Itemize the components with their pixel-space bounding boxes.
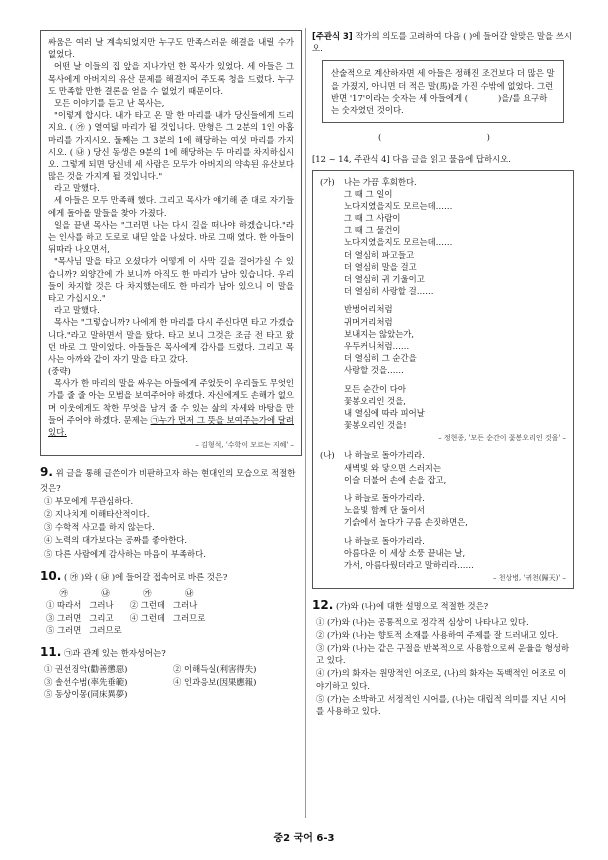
stanza: [344, 449, 566, 486]
poem-line: 노다지였을지도 모르는데……: [344, 237, 453, 248]
option-cell: [130, 624, 173, 636]
question-number: 9.: [40, 465, 53, 480]
option[interactable]: ① (가)와 (나)는 공통적으로 정각적 심상이 나타나고 있다.: [316, 616, 529, 627]
option[interactable]: ② 이해득실(利害得失): [173, 664, 257, 675]
poem-box: [312, 170, 574, 590]
choice-table: [46, 587, 213, 636]
option[interactable]: ② 그런데: [129, 600, 165, 611]
option[interactable]: ③ 수학적 사고를 하지 않는다.: [44, 522, 155, 533]
option[interactable]: ② 지나치게 이해타산적이다.: [44, 509, 150, 520]
poem-line: 나 하늘로 돌아가리라.: [344, 492, 425, 503]
option[interactable]: ④ (가)의 화자는 원망적인 어조로, (나)의 화자는 독백적인 어조로 이야기하고 있다.: [316, 668, 567, 691]
option-cell: 그러나: [173, 600, 198, 611]
passage-text: 목사가 한 마리의 말을 싸우는 아들에게 주었듯이 우리들도 무엇인가를 줄 줄 아는 모범을 보여주어야 하겠다. 자신에게도 손해가 없으며 이웃에게도 착한 무엇을 남겨 줄 수 있는 삶의 자세와 바탕을 만들어 주어야 하겠다. 문제는: [48, 378, 294, 425]
passage-paragraph: 싸움은 여러 날 계속되었지만 누구도 만족스러운 해결을 내릴 수가 없었다.: [48, 37, 294, 60]
option[interactable]: ① 부모에게 무관심하다.: [44, 495, 134, 506]
passage-paragraph: [48, 377, 294, 438]
poem-line: 반벙어리처럼: [344, 304, 393, 315]
passage-credit: – 김형석, '수학이 모르는 지혜' –: [195, 441, 294, 450]
passage-paragraph: "이렇게 합시다. 내가 타고 온 말 한 마리를 내가 당신들에게 드리지요. ( ㉮ ) 열여덟 마리가 될 것입니다. 만형은 그 2분의 1인 아홉 마리를 가지시오. 둘째는 그 3분의 1에 해당하는 여섯 마리를 가지시오. ( ㉯ ) 당신 동생은 9분의 1에 해당하는 두 마리를 차지하십시오. 그렇게 되면 당신네 세 사람은 모두가 아버지의 약속된 유산보다 많은 것을 가지게 될 것입니다.": [48, 110, 294, 182]
option[interactable]: ⑤ 다른 사람에게 감사하는 마음이 부족하다.: [44, 548, 206, 559]
option-grid: [44, 663, 302, 700]
option[interactable]: ⑤ (가)는 소박하고 서정적인 시어를, (나)는 대립적 의미를 지닌 시어를 사용하고 있다.: [316, 693, 567, 716]
passage-paragraph: 목사는 "그렇습니까? 나에게 한 마리를 다시 주신다면 타고 가겠습니다."라고 말하면서 말을 탔다. 타고 보니 그것은 조금 전 타고 왔던 바로 그 말이었다. 아들들은 목사에게 감사를 드렸다. 그리고 목사는 아까와 같이 자기 말을 타고 갔다.: [48, 317, 294, 364]
question-tag: [주관식 3]: [312, 31, 353, 41]
poem-na: [320, 449, 566, 583]
passage-1: [40, 30, 302, 456]
column-header: ㉮: [143, 588, 152, 599]
question-text: ㉠과 관계 있는 한자성어는?: [63, 647, 166, 658]
poem-line: 나는 가끔 후회한다.: [344, 176, 417, 187]
left-column: [40, 30, 302, 700]
poem-line: 아름다운 이 세상 소풍 끝내는 날,: [344, 547, 466, 558]
stanza: [344, 383, 566, 432]
passage-paragraph: 라고 말했다.: [54, 305, 100, 316]
page-footer: 중2 국어 6-3: [273, 833, 335, 844]
poem-line: 귀머거리처럼: [344, 316, 393, 327]
passage-paragraph: "목사님 말을 타고 오셨다가 어떻게 이 사막 길을 걸어가실 수 있습니까? 외양간에 가 보니까 아직도 한 마리가 남아 있습니다. 우리들이 차지할 것은 다 차지했는데도 한 마리가 남아 있으니 이 말을 타고 가십시오.": [48, 256, 294, 303]
option[interactable]: ① 권선징악(勸善懲惡): [44, 664, 128, 675]
option-cell: [173, 624, 213, 636]
option[interactable]: ④ 그런데: [129, 612, 165, 623]
question-text: ( ㉮ )와 ( ㉯ )에 들어갈 접속어로 바른 것은?: [63, 571, 228, 582]
question-12: [312, 597, 574, 717]
question-text: 위 글을 통해 글쓴이가 비판하고자 하는 현대인의 모습으로 적절한 것은?: [40, 468, 296, 493]
stanza: [344, 303, 566, 376]
option[interactable]: ⑤ 그러면: [46, 624, 82, 635]
poem-line: 더 열심히 귀 기울이고: [344, 274, 425, 284]
poem-line: 더 열심히 말을 걸고: [344, 261, 417, 272]
question-9: [40, 464, 302, 560]
question-11: [40, 644, 302, 700]
poem-line: 가서, 아름다웠더라고 말하리라……: [344, 559, 474, 570]
poem-line: 더 열심히 파고들고: [344, 249, 415, 260]
option-cell: 그리고: [89, 612, 114, 623]
option-cell: 그러나: [89, 600, 114, 611]
column-header: ㉮: [59, 588, 68, 599]
poem-ga: [320, 176, 566, 444]
passage-paragraph: 일을 끝낸 목사는 "그러면 나는 다시 길을 떠나야 하겠습니다."라는 인사를 하고 도로로 내딛 앞을 나섰다. 바로 그때 였다. 한 아들이 뒤따라 나오면서,: [48, 219, 294, 255]
poem-line: 나 하늘로 돌아가리라.: [344, 535, 425, 546]
question-box: [322, 60, 564, 123]
poem-line: 노다지였을지도 모르는데……: [344, 200, 453, 211]
question-number: 11.: [40, 644, 62, 659]
poem-line: 이슬 더불어 손에 손을 잡고,: [344, 474, 447, 485]
poem-line: 기슭에서 놀다가 구름 손짓하면은,: [344, 517, 468, 528]
poem-line: 내 열심에 따라 피어날: [344, 407, 425, 418]
poem-line: 그 때 그 물건이: [344, 225, 401, 236]
column-header: ㉯: [185, 588, 194, 599]
passage-paragraph: 세 아들은 모두 만족해 했다. 그리고 목사가 얘기해 준 대로 자기들에게 돌아올 말들을 찾아 가졌다.: [48, 195, 294, 218]
option-cell: 그러므로: [89, 624, 122, 635]
option[interactable]: ② (가)와 (나)는 향토적 소재를 사용하여 주제를 잘 드러내고 있다.: [316, 629, 559, 640]
passage-paragraph: 모든 이야기를 듣고 난 목사는,: [54, 97, 165, 108]
stanza: [344, 176, 566, 298]
right-column: [312, 30, 574, 717]
poem-line: 모든 순간이 다아: [344, 383, 406, 394]
answer-paren-close: ): [486, 132, 490, 143]
poem-line: 새벽빛 와 닿으면 스러지는: [344, 462, 441, 473]
option[interactable]: ③ 그러면: [46, 612, 82, 623]
option[interactable]: ⑤ 동상이몽(同床異夢): [44, 688, 128, 699]
stanza: [344, 492, 566, 529]
poem-line: 나 하늘로 돌아가리라.: [344, 450, 425, 461]
passage-paragraph: 어떤 날 이들의 집 앞을 지나가던 한 목사가 있었다. 세 아들은 그 목사에게 아버지의 유산 문제를 해결지어 주도록 청을 드렸다. 누구도 만족할 만한 결론을 얻을 수 없었기 때문이다.: [48, 61, 294, 96]
poem-line: 더 열심히 그 순간을: [344, 353, 417, 364]
answer-paren-open: (: [378, 132, 382, 143]
poem-line: 그 때 그 일이: [344, 188, 393, 199]
poem-credit: – 정현종, '모든 순간이 꽃봉오리인 것을' –: [438, 434, 566, 443]
subjective-question-3: [312, 30, 574, 143]
option[interactable]: ④ 인과응보(因果應報): [173, 676, 257, 687]
poem-credit: – 천상병, '귀천(歸天)' –: [492, 574, 566, 583]
poem-label: (나): [320, 450, 335, 461]
option[interactable]: ③ (가)와 (나)는 같은 구절을 반복적으로 사용함으로써 운율을 형성하고 있다.: [316, 642, 570, 666]
poem-label: (가): [320, 176, 335, 187]
question-number: 12.: [312, 598, 334, 613]
poem-line: 우두커니처럼……: [344, 340, 410, 351]
poem-line: 사랑할 것을……: [344, 365, 404, 376]
question-10: [40, 568, 302, 636]
box-text: 산술적으로 계산하자면 세 아들은 정해진 조건보다 더 많은 말을 가졌지, 아니면 더 적은 말(馬)을 가진 수밖에 없었다. 그런 반면 '17'이라는 숫자는 세 아들에게 (: [331, 68, 555, 103]
poem-line: 노을빛 함께 단 둘이서: [344, 505, 425, 516]
poem-line: 더 열심히 사랑할 걸……: [344, 286, 434, 297]
question-number: 10.: [40, 568, 62, 583]
question-text: 작가의 의도를 고려하여 다음 ( )에 들어갈 알맞은 말을 쓰시오.: [312, 31, 572, 54]
option-cell: 그러므로: [173, 612, 206, 623]
column-header: ㉯: [101, 588, 110, 599]
instruction: [12 ~ 14, 주관식 4] 다음 글을 읽고 물음에 답하시오.: [312, 154, 511, 165]
option[interactable]: ④ 노력의 대가보다는 공짜를 좋아한다.: [44, 535, 188, 546]
option[interactable]: ① 따라서: [46, 600, 82, 611]
question-text: (가)와 (나)에 대한 설명으로 적절한 것은?: [335, 601, 489, 612]
poem-line: 보내지는 않았는가,: [344, 328, 415, 339]
column-divider: [305, 28, 306, 818]
poem-line: 꽃봉오리인 것을!: [344, 420, 407, 431]
poem-line: 그 때 그 사람이: [344, 213, 401, 224]
omission-mark: (중략): [48, 366, 71, 377]
option[interactable]: ③ 솔선수범(率先垂範): [44, 676, 128, 687]
poem-line: 꽃봉오리인 것을,: [344, 395, 406, 406]
underlined-sentence: ㉠누가 먼저 그 뜻을 보여주는가에 달려 있다.: [48, 414, 294, 437]
stanza: [344, 535, 566, 572]
answer-field[interactable]: [378, 131, 574, 143]
passage-paragraph: 라고 말했다.: [54, 183, 100, 194]
box-text: )을/를 요구하는 숫자였던 것이다.: [331, 92, 548, 115]
